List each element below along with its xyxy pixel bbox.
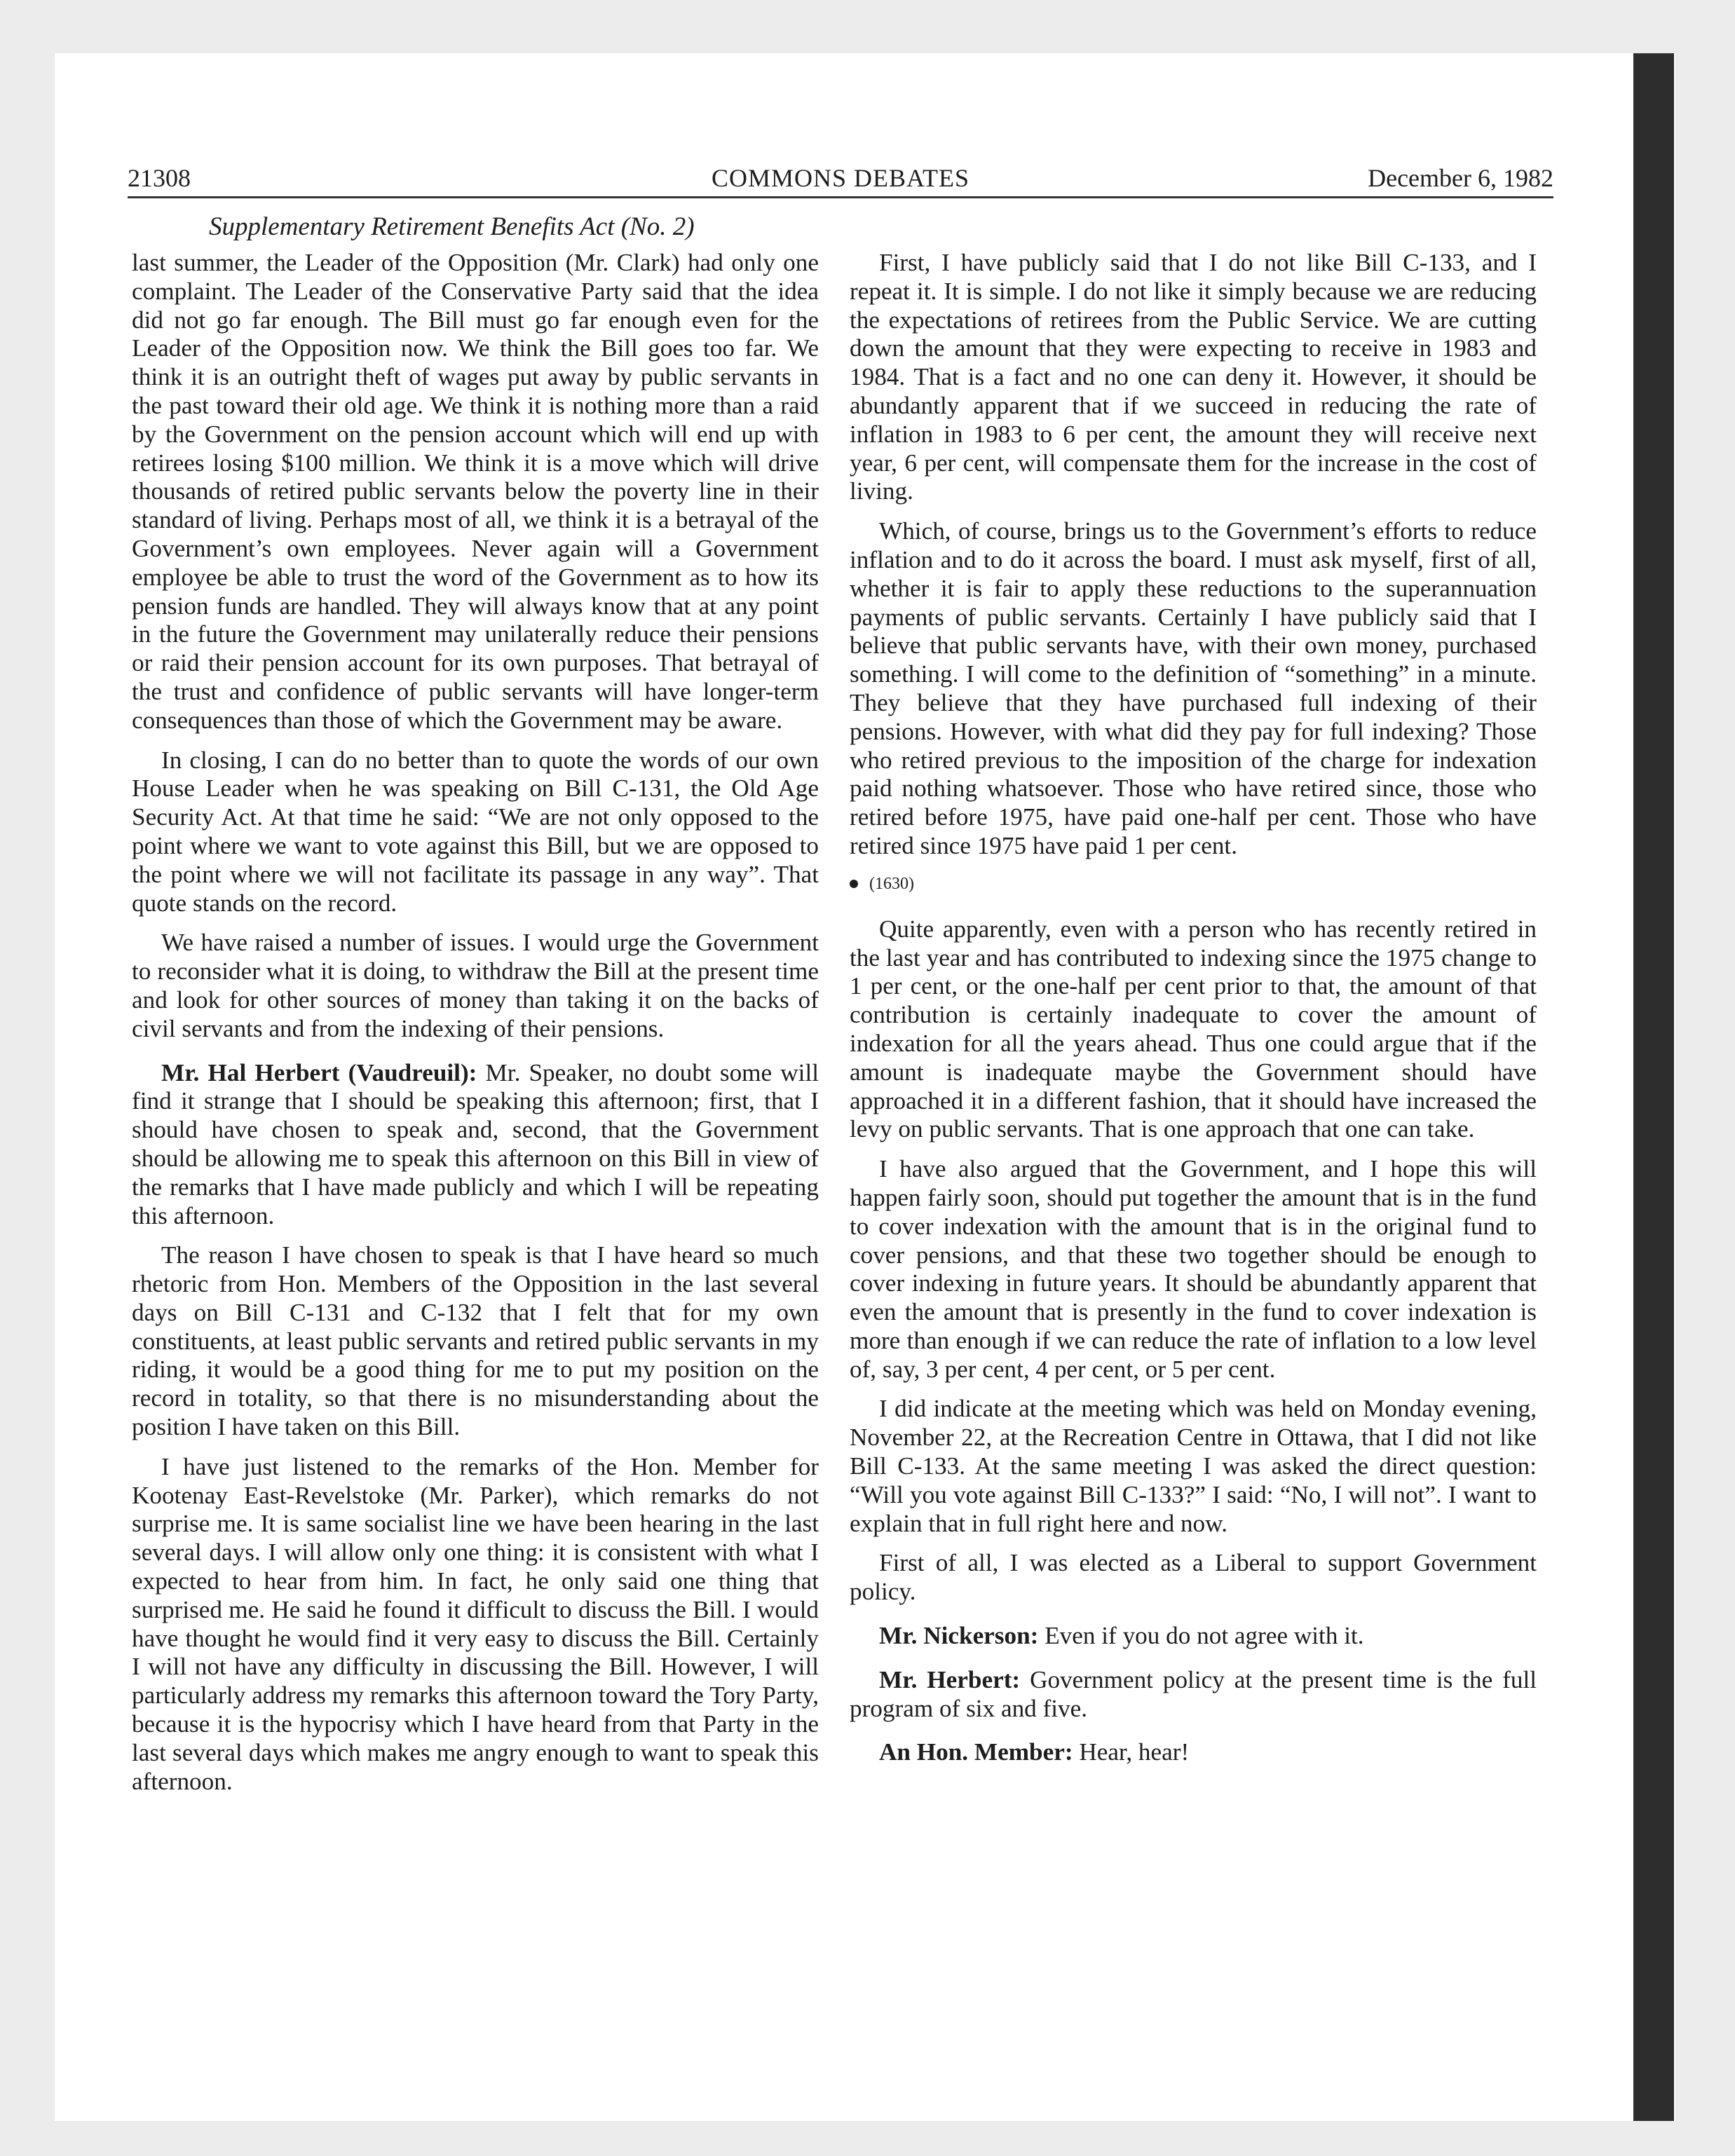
- speaker-name: Mr. Nickerson:: [879, 1622, 1039, 1650]
- right-column: [850, 249, 1537, 1782]
- paragraph-text: In closing, I can do no better than to quote the words of our own House Leader when he was speaking on Bill C-131, the Old Age Security Act. At that time he said: “We are not only opposed to the point where we want to vote against this Bill, but we are opposed to the point where we will not facilitate its passage in any way”. That quote stands on the record.: [132, 746, 819, 917]
- paragraph: [850, 1155, 1537, 1384]
- speaker-name: An Hon. Member:: [879, 1738, 1073, 1766]
- paragraph: [132, 1241, 819, 1442]
- header-rule: [128, 196, 1553, 198]
- paragraph-text: Which, of course, brings us to the Government’s efforts to reduce inflation and to do it across the board. I must ask myself, first of all, whether it is fair to apply these reductions to the superannuation payments of public servants. Certainly I have publicly said that I believe that public servants have, with their own money, purchased something. I will come to the definition of “something” in a minute. They believe that they have purchased full indexing of their pensions. However, with what did they pay for full indexing? Those who retired previous to the imposition of the charge for indexation paid nothing whatsoever. Those who have retired since, those who retired before 1975, have paid one-half per cent. Those who have retired since 1975 have paid 1 per cent.: [850, 517, 1537, 859]
- paragraph: [850, 249, 1537, 506]
- continuation-paragraph: [132, 249, 819, 735]
- paragraph: [132, 1453, 819, 1796]
- paragraph-text: I have just listened to the remarks of the Hon. Member for Kootenay East-Revelstoke (Mr. Parker), which remarks do not surprise me. It is same socialist line we have been hearing in the last several days. I will allow only one thing: it is consistent with what I expected to hear from him. In fact, he only said one thing that surprised me. He said he found it difficult to discuss the Bill. I would have thought he would find it very easy to discuss the Bill. Certainly I will not have any difficulty in discussing the Bill. However, I will particularly address my remarks this afternoon toward the Tory Party, because it is the hypocrisy which I have heard from that Party in the last several days which makes me angry enough to want to speak this afternoon.: [132, 1452, 819, 1795]
- speaker-name: Mr. Herbert:: [879, 1665, 1021, 1693]
- page-number: 21308: [128, 164, 191, 192]
- section-title: Supplementary Retirement Benefits Act (No. 2): [209, 212, 695, 241]
- paragraph: [850, 517, 1537, 861]
- paragraph-text: Hear, hear!: [1079, 1738, 1190, 1766]
- paragraph: [850, 1549, 1537, 1606]
- publication-date: December 6, 1982: [1368, 164, 1553, 192]
- paragraph-text: We have raised a number of issues. I would urge the Government to reconsider what it is doing, to withdraw the Bill at the present time and look for other sources of money than taking it on the backs of civil servants and from the indexing of their pensions.: [132, 929, 819, 1042]
- paragraph-text: Quite apparently, even with a person who has recently retired in the last year and has contributed to indexing since the 1975 change to 1 per cent, or the one-half per cent prior to that, the amount of that contribution is certainly inadequate to cover the amount of indexation for all the years ahead. Thus one could argue that if the amount is inadequate maybe the Government should have approached it in a different fashion, that it should have increased the levy on public servants. That is one approach that one can take.: [850, 915, 1537, 1143]
- bullet-icon: [850, 880, 858, 888]
- paragraph: [132, 746, 819, 918]
- speech-paragraph: [850, 1622, 1537, 1651]
- paragraph: [850, 915, 1537, 1144]
- paragraph-text: I did indicate at the meeting which was held on Monday evening, November 22, at the Recreation Centre in Ottawa, that I did not like Bill C-133. At the same meeting I was asked the direct question: “Will you vote against Bill C-133?” I said: “No, I will not”. I want to explain that in full right here and now.: [850, 1395, 1537, 1537]
- left-column: [132, 249, 819, 1807]
- paragraph-text: First of all, I was elected as a Liberal to support Government policy.: [850, 1549, 1537, 1606]
- scan-edge-shadow: [1633, 53, 1674, 2121]
- paragraph-text: I have also argued that the Government, and I hope this will happen fairly soon, should put together the amount that is in the fund to cover indexation with the amount that is in the original fund to cover pensions, and that these two together should be enough to cover indexing in future years. It should be abundantly apparent that even the amount that is presently in the fund to cover indexation is more than enough if we can reduce the rate of inflation to a low level of, say, 3 per cent, 4 per cent, or 5 per cent.: [850, 1155, 1537, 1383]
- paragraph-text: Mr. Speaker, no doubt some will find it strange that I should be speaking this afternoon; first, that I should have chosen to speak and, second, that the Government should be allowing me to speak this afternoon on this Bill in view of the remarks that I have made publicly and which I will be repeating this afternoon.: [132, 1058, 819, 1229]
- speech-paragraph: [850, 1738, 1537, 1767]
- paragraph-text: last summer, the Leader of the Opposition (Mr. Clark) had only one complaint. The Leader of the Conservative Party said that the idea did not go far enough. The Bill must go far enough even for the Leader of the Opposition now. We think the Bill goes too far. We think it is an outright theft of wages put away by public servants in the past toward their old age. We think it is nothing more than a raid by the Government on the pension account which will end up with retirees losing $100 million. We think it is a move which will drive thousands of retired public servants below the poverty line in their standard of living. Perhaps most of all, we think it is a betrayal of the Government’s own employees. Never again will a Government employee be able to trust the word of the Government as to how its pension funds are handled. They will always know that at any point in the future the Government may unilaterally reduce their pensions or raid their pension account for its own purposes. That betrayal of the trust and confidence of public servants will have longer-term consequences than those of which the Government may be aware.: [132, 249, 819, 734]
- running-header: [128, 163, 1553, 193]
- speaker-name: Mr. Hal Herbert (Vaudreuil):: [161, 1058, 477, 1086]
- speech-paragraph: [132, 1059, 819, 1231]
- time-marker: [850, 873, 1537, 894]
- paragraph-text: Even if you do not agree with it.: [1045, 1622, 1364, 1650]
- paragraph-text: Government policy at the present time is the full program of six and five.: [850, 1665, 1537, 1722]
- speech-paragraph: [850, 1666, 1537, 1724]
- paragraph-text: The reason I have chosen to speak is that I have heard so much rhetoric from Hon. Members of the Opposition in the last several days on Bill C-131 and C-132 that I felt that for my own constituents, at least public servants and retired public servants in my riding, it would be a good thing for me to put my position on the record in totality, so that there is no misunderstanding about the position I have taken on this Bill.: [132, 1241, 819, 1441]
- journal-title: COMMONS DEBATES: [711, 164, 970, 192]
- paragraph-text: First, I have publicly said that I do not like Bill C-133, and I repeat it. It is simple. I do not like it simply because we are reducing the expectations of retirees from the Public Service. We are cutting down the amount that they were expecting to receive in 1983 and 1984. That is a fact and no one can deny it. However, it should be abundantly apparent that if we succeed in reducing the rate of inflation in 1983 to 6 per cent, the amount they will receive next year, 6 per cent, will compensate them for the increase in the cost of living.: [850, 249, 1537, 505]
- paragraph: [132, 929, 819, 1043]
- time-marker-text: (1630): [869, 874, 914, 893]
- paragraph: [850, 1395, 1537, 1538]
